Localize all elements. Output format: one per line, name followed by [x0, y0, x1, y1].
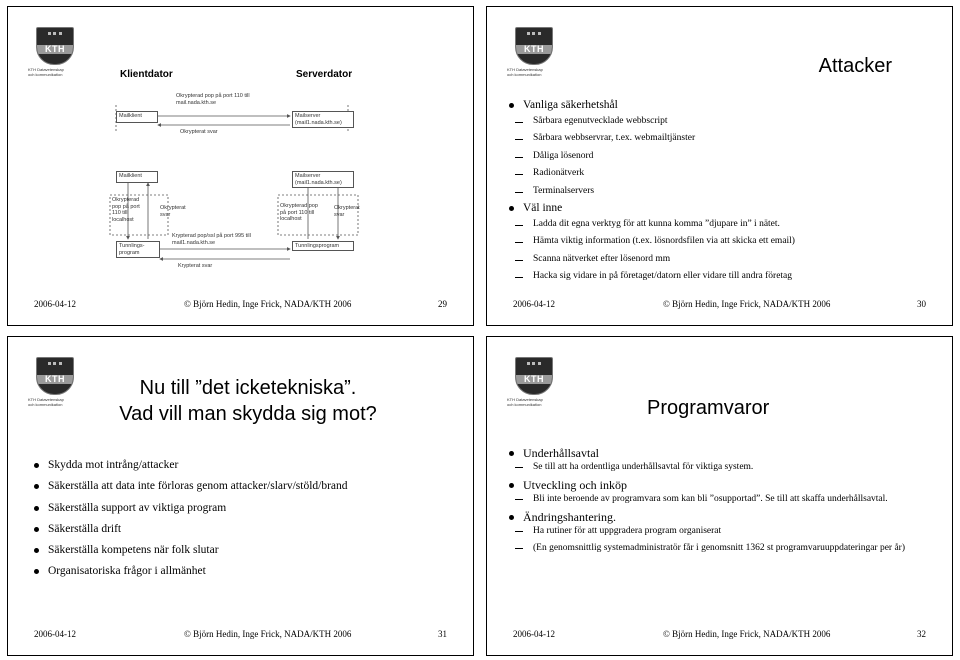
list-item: Säkerställa att data inte förloras genom attacker/slarv/stöld/brand [34, 476, 464, 497]
kth-logo: KTH KTH Datavetenskap och kommunikation [507, 27, 561, 77]
attacker-list [509, 97, 949, 286]
box-mail-server-bottom: Mailserver (mail1.nada.kth.se) [292, 171, 354, 188]
list-item: Säkerställa drift [34, 519, 464, 540]
slide-31 [7, 336, 474, 656]
slide-footer [34, 629, 447, 641]
slide-number: 30 [917, 299, 926, 309]
kth-crest-icon: KTH [515, 357, 553, 395]
programvaror-list [509, 445, 939, 558]
kth-crest-icon: KTH [515, 27, 553, 65]
footer-date: 2006-04-12 [513, 299, 555, 309]
list-item: Sårbara webbservrar, t.ex. webmailtjänster [509, 130, 949, 147]
list-item: Ha rutiner för att uppgradera program organiserat [509, 525, 939, 537]
label-enc-pop: Okrypterad pop på port 110 till mail.nada.kth.se [176, 93, 250, 106]
kth-logo: KTH KTH Datavetenskap och kommunikation [507, 357, 561, 407]
label-crypt-link: Krypterad pop/ssl på port 995 till mail1.nada.kth.se [172, 233, 251, 246]
list-item: Bli inte beroende av programvara som kan bli ”osupportad”. Se till att skaffa underhållsavtal. [509, 493, 939, 505]
list-item: Säkerställa kompetens när folk slutar [34, 540, 464, 561]
footer-date: 2006-04-12 [513, 629, 555, 639]
box-mail-client-top: Mailklient [116, 111, 158, 123]
slide-title: Programvaror [647, 397, 770, 419]
list-item: Underhållsavtal [509, 445, 939, 461]
slide-29 [7, 6, 474, 326]
footer-author: © Björn Hedin, Inge Frick, NADA/KTH 2006 [663, 629, 831, 639]
box-tunnel-server: Tunnlingsprogram [292, 241, 354, 251]
list-item: Ändringshantering. [509, 509, 939, 525]
label-enc-reply-left: Okrypterat svar [160, 205, 186, 218]
label-enc-reply-right: Okrypterat svar [334, 205, 360, 218]
slide-footer [513, 629, 926, 641]
list-item: Radionätverk [509, 165, 949, 182]
footer-author: © Björn Hedin, Inge Frick, NADA/KTH 2006 [663, 299, 831, 309]
footer-date: 2006-04-12 [34, 629, 76, 639]
list-item: Utveckling och inköp [509, 477, 939, 493]
list-item: Hacka sig vidare in på företaget/datorn eller vidare till andra företag [509, 268, 949, 285]
list-item: Säkerställa support av viktiga program [34, 498, 464, 519]
list-item: Organisatoriska frågor i allmänhet [34, 561, 464, 582]
label-enc-pop-server: Okrypterad pop på port 110 till localhost [280, 203, 318, 222]
skydd-list [34, 455, 464, 583]
slide-30 [486, 6, 953, 326]
footer-date: 2006-04-12 [34, 299, 76, 309]
footer-author: © Björn Hedin, Inge Frick, NADA/KTH 2006 [184, 299, 352, 309]
list-item: Scanna nätverket efter lösenord mm [509, 251, 949, 268]
slide-32 [486, 336, 953, 656]
list-item: Vanliga säkerhetshål [509, 97, 949, 113]
list-item: (En genomsnittlig systemadministratör får i genomsnitt 1362 st programvaruuppdateringar per år) [509, 542, 939, 554]
kth-logo: KTH KTH Datavetenskap och kommunikation [28, 27, 82, 77]
list-item: Skydda mot intrång/attacker [34, 455, 464, 476]
list-item: Se till att ha ordentliga underhållsavtal för viktiga system. [509, 461, 939, 473]
server-heading: Serverdator [296, 69, 353, 80]
label-enc-pop-local: Okrypterad pop på port 110 till localhost [112, 197, 140, 223]
client-heading: Klientdator [120, 69, 173, 80]
box-mail-server-top: Mailserver (mail1.nada.kth.se) [292, 111, 354, 128]
box-tunnel-client: Tunnlings-program [116, 241, 160, 258]
list-item: Väl inne [509, 200, 949, 216]
list-item: Terminalservers [509, 183, 949, 200]
list-item: Dåliga lösenord [509, 148, 949, 165]
list-item: Sårbara egenutvecklade webbscript [509, 113, 949, 130]
slide-number: 29 [438, 299, 447, 309]
label-crypt-reply: Krypterat svar [178, 263, 213, 269]
footer-author: © Björn Hedin, Inge Frick, NADA/KTH 2006 [184, 629, 352, 639]
slide-number: 31 [438, 629, 447, 639]
ssh-tunnel-diagram [8, 7, 473, 297]
list-item: Hämta viktig information (t.ex. lösnordsfilen via att skicka ett email) [509, 233, 949, 250]
kth-crest-icon: KTH [36, 357, 74, 395]
box-mail-client-bottom: Mailklient [116, 171, 158, 183]
slide-number: 32 [917, 629, 926, 639]
label-enc-reply-top: Okrypterat svar [180, 129, 218, 135]
list-item: Ladda dit egna verktyg för att kunna komma ”djupare in” i nätet. [509, 216, 949, 233]
slide-title: Nu till ”det icketekniska”. Vad vill man skydda sig mot? [119, 377, 377, 425]
slide-footer [34, 299, 447, 311]
kth-logo: KTH KTH Datavetenskap och kommunikation [28, 357, 82, 407]
slide-footer [513, 299, 926, 311]
slide-title: Attacker [818, 55, 892, 77]
diagram-lines [8, 7, 473, 297]
kth-crest-icon: KTH [36, 27, 74, 65]
